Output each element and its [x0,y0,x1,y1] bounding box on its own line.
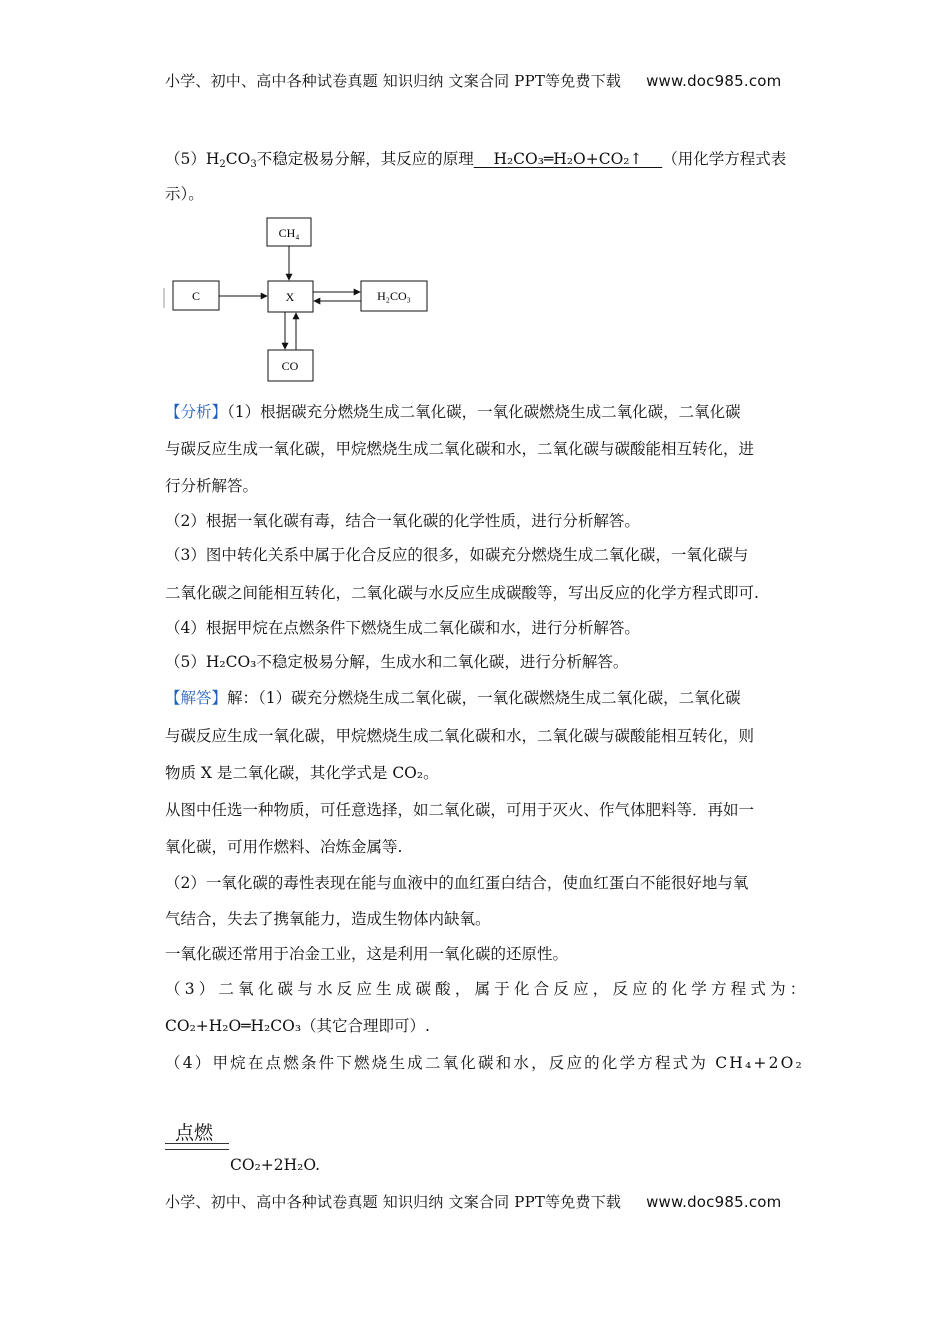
solution-tag: 【解答】 [165,689,228,707]
analysis-line-5: （3）图中转化关系中属于化合反应的很多，如碳充分燃烧生成二氧化碳，一氧化碳与 [165,546,749,564]
svg-text:H₂CO₃: H₂CO₃ [377,289,411,303]
solution-line-7: 气结合，失去了携氧能力，造成生物体内缺氧。 [165,910,491,928]
analysis-line-7: （4）根据甲烷在点燃条件下燃烧生成二氧化碳和水，进行分析解答。 [165,619,640,637]
solution-line-11: （4）甲烷在点燃条件下燃烧生成二氧化碳和水，反应的化学方程式为 CH₄+2O₂ [165,1054,804,1072]
question-5-line-1: $(5)H_2CO_3$不稳定极易分解，其反应的原理 H₂CO₃═H₂O+CO₂↑ （用化学方程式表 [165,150,787,170]
page-header [165,70,781,91]
ignition-condition: 点燃 [175,1122,214,1144]
q5-prefix: （5）H [165,150,220,168]
solution-line-8: 一氧化碳还常用于冶金工业，这是利用一氧化碳的还原性。 [165,945,569,963]
svg-text:C: C [191,289,201,303]
header-text: 小学、初中、高中各种试卷真题 知识归纳 文案合同 PPT等免费下载 [165,72,622,90]
svg-text:X: X [285,290,295,304]
q5-answer: H₂CO₃═H₂O+CO₂↑ [493,150,643,168]
header-url[interactable]: www.doc985.com [646,72,782,90]
footer-url[interactable]: www.doc985.com [646,1193,782,1211]
transformation-diagram [160,210,440,390]
solution-line-6: （2）一氧化碳的毒性表现在能与血液中的血红蛋白结合，使血红蛋白不能很好地与氧 [165,874,749,892]
footer-text: 小学、初中、高中各种试卷真题 知识归纳 文案合同 PPT等免费下载 [165,1193,622,1211]
solution-line-1: 【解答】解：（1）碳充分燃烧生成二氧化碳，一氧化碳燃烧生成二氧化碳，二氧化碳 [165,689,741,707]
solution-line-3: 物质 X 是二氧化碳，其化学式是 CO₂。 [165,764,439,782]
equation-double-line [165,1143,229,1150]
solution-line-2: 与碳反应生成一氧化碳，甲烷燃烧生成二氧化碳和水，二氧化碳与碳酸能相互转化，则 [165,727,755,745]
box-ch4 [267,218,311,246]
q5-co: CO [225,150,251,168]
analysis-line-1: 【分析】（1）根据碳充分燃烧生成二氧化碳，一氧化碳燃烧生成二氧化碳，二氧化碳 [165,403,741,421]
analysis-tag: 【分析】 [165,403,228,421]
analysis-line-8: （5）H₂CO₃不稳定极易分解，生成水和二氧化碳，进行分析解答。 [165,653,629,671]
page-footer [165,1191,781,1212]
svg-text:CH₄: CH₄ [278,226,300,240]
box-co [268,350,313,381]
analysis-line-6: 二氧化碳之间能相互转化，二氧化碳与水反应生成碳酸等，写出反应的化学方程式即可. [165,584,759,602]
analysis-line-3: 行分析解答。 [165,477,259,495]
solution-line-4: 从图中任选一种物质，可任意选择，如二氧化碳，可用于灭火、作气体肥料等．再如一 [165,801,755,819]
solution-line-10: CO₂+H₂O═H₂CO₃（其它合理即可）. [165,1017,430,1035]
q5-suffix: （用化学方程式表 [662,150,787,168]
solution-line-12: CO₂+2H₂O. [230,1156,321,1174]
box-c [173,281,219,310]
q5-stem: 不稳定极易分解，其反应的原理 [256,150,474,168]
analysis-line-2: 与碳反应生成一氧化碳，甲烷燃烧生成二氧化碳和水，二氧化碳与碳酸能相互转化，进 [165,440,755,458]
box-x [268,281,313,312]
solution-line-9: （3）二氧化碳与水反应生成碳酸，属于化合反应，反应的化学方程式为： [165,980,810,998]
analysis-line-4: （2）根据一氧化碳有毒，结合一氧化碳的化学性质，进行分析解答。 [165,512,640,530]
solution-line-5: 氧化碳，可用作燃料、冶炼金属等. [165,838,403,856]
box-h2co3 [361,281,427,311]
question-5-line-2: 示）。 [165,185,204,203]
svg-text:CO: CO [281,359,299,373]
